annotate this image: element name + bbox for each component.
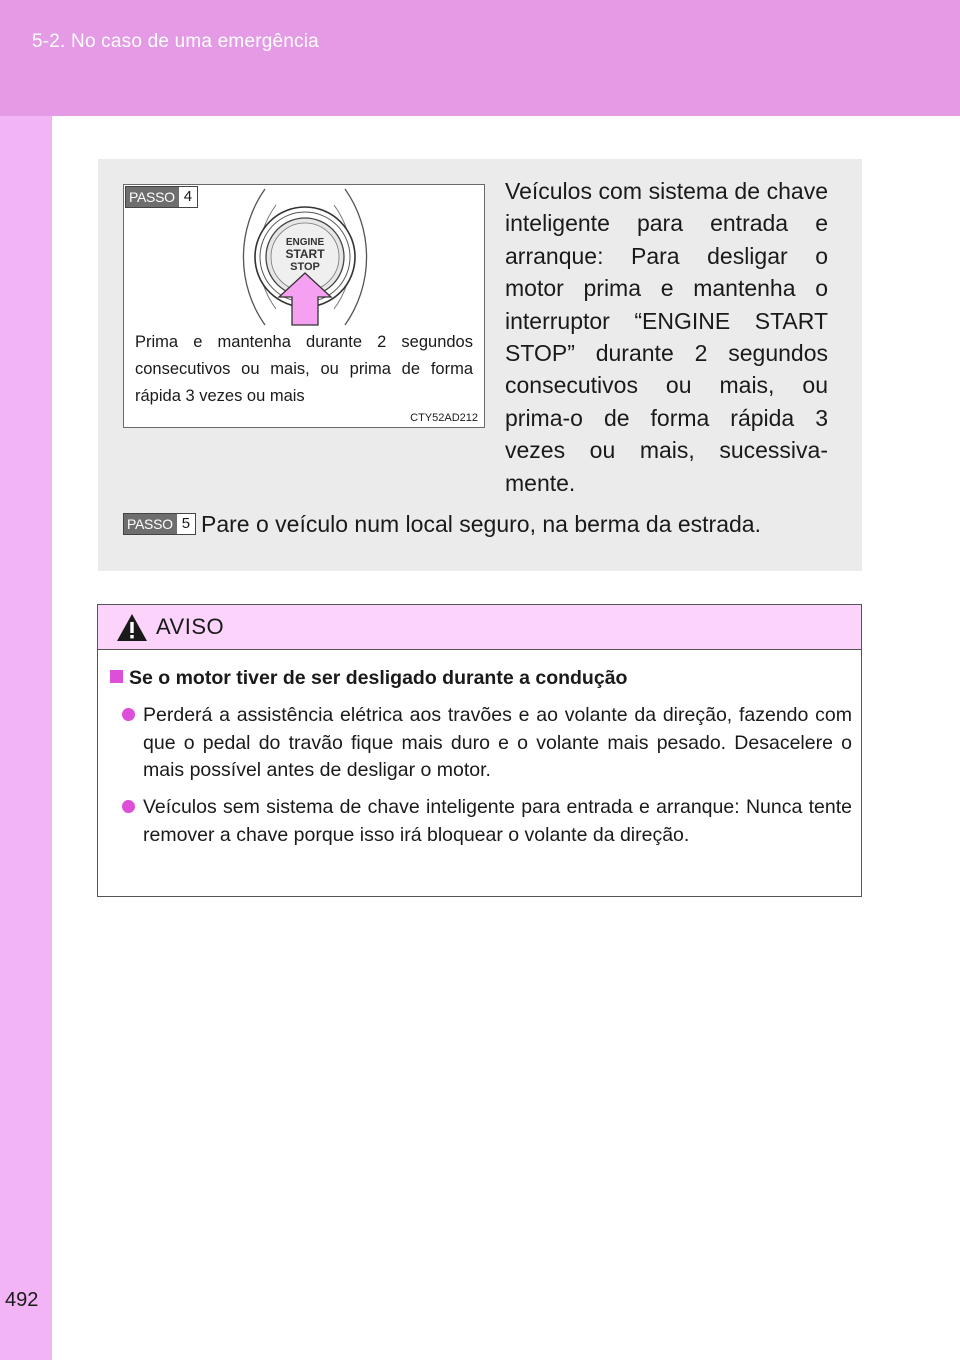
engine-button-figure: [123, 184, 485, 428]
page-number: 492: [5, 1289, 39, 1311]
warning-section-title: Se o motor tiver de ser desligado durante a condução: [129, 667, 628, 689]
warning-bullet: [122, 702, 852, 785]
bullet-dot-icon: [122, 708, 135, 721]
step-4-badge-number: 4: [183, 188, 193, 205]
button-line-engine: ENGINE: [285, 237, 325, 248]
warning-bullet-text: Veículos sem sistema de chave inteligente para entrada e arranque: Nunca tente remover a chave porque isso irá bloquear o volante da direção.: [143, 796, 852, 846]
step-5-badge: [123, 513, 196, 535]
warning-section-heading: [110, 667, 627, 690]
warning-title: AVISO: [156, 614, 225, 639]
side-strip: [0, 116, 52, 1360]
step-5-text: Pare o veículo num local seguro, na berma da estrada.: [201, 511, 761, 537]
warning-bullet-text: Perderá a assistência elétrica aos travões e ao volante da direção, fazendo com que o pedal do travão fique mais duro e o volante mais pesado. Desacelere o mais possível antes de desligar o motor.: [143, 704, 852, 781]
step-4-text: Veículos com sistema de chave inteligente para entrada e arranque: Para desligar o motor prima e mantenha o interruptor “ENGINE START STOP” durante 2 segundos consecutivos ou mais, ou prima-o de forma rápida 3 vezes ou mais, sucessiva- mente.: [505, 178, 828, 496]
button-line-stop: STOP: [290, 261, 320, 273]
step-4-badge-label: PASSO: [126, 187, 179, 207]
square-bullet-icon: [110, 670, 123, 683]
warning-header: [98, 605, 861, 650]
warning-triangle-icon: [116, 613, 148, 642]
figure-caption: Prima e mantenha durante 2 segundos consecutivos ou mais, ou prima de forma rápida 3 vezes ou mais: [135, 333, 473, 405]
warning-box: [97, 604, 862, 897]
section-title: 5-2. No caso de uma emergência: [32, 31, 319, 52]
figure-code: CTY52AD212: [410, 412, 478, 424]
bullet-dot-icon: [122, 800, 135, 813]
step-5-badge-number: 5: [181, 515, 191, 532]
step-5-badge-label: PASSO: [124, 514, 177, 534]
button-line-start: START: [285, 247, 325, 261]
warning-bullet: [122, 794, 852, 849]
page-header: [0, 0, 960, 116]
engine-start-stop-button-icon: [124, 185, 485, 335]
